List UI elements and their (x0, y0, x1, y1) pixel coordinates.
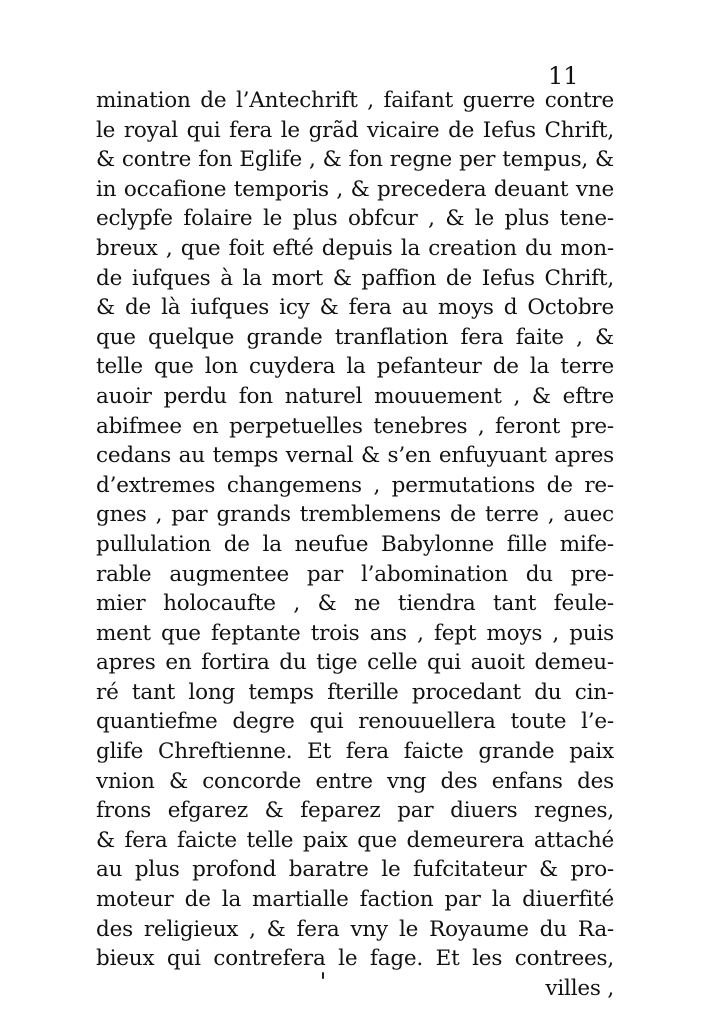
text-line: apres en fortira du tige celle qui auoit demeu- (96, 650, 614, 676)
text-line: in occafione temporis , & precedera deuant vne (96, 176, 614, 202)
text-line: breux , que foit efté depuis la creation du mon- (96, 235, 614, 261)
text-line: mination de l’Antechrift , faifant guerre contre (96, 88, 614, 113)
text-line: que quelque grande tranflation fera faite , & (96, 324, 614, 350)
body-text (96, 86, 614, 1003)
text-line: auoir perdu fon naturel mouuement , & eftre (96, 383, 614, 409)
text-line: bieux qui contrefera le fage. Et les contrees, (96, 946, 614, 972)
text-line: mier holocaufte , & ne tiendra tant feule- (96, 591, 614, 617)
text-line: le royal qui fera le grãd vicaire de Iefus Chrift, (96, 117, 614, 143)
text-line: pullulation de la neufue Babylonne fille mife- (96, 531, 614, 557)
text-line: & de là iufques icy & fera au moys d Octobre (96, 295, 614, 321)
text-line: rable augmentee par l’abomination du pre- (96, 561, 614, 587)
text-line: frons efgarez & feparez par diuers regnes, (96, 798, 614, 824)
text-line: abifmee en perpetuelles tenebres , feront pre- (96, 413, 614, 439)
text-line: eclypfe folaire le plus obfcur , & le plus tene- (96, 206, 614, 232)
text-line: & contre fon Eglife , & fon regne per tempus, & (96, 147, 614, 173)
text-line: ment que feptante trois ans , fept moys , puis (96, 620, 614, 646)
text-line: d’extremes changemens , permutations de re- (96, 472, 614, 498)
text-line: moteur de la martialle faction par la diuerfité (96, 887, 614, 913)
text-line: des religieux , & fera vny le Royaume du Ra- (96, 916, 614, 942)
ink-speck (322, 972, 324, 979)
text-line: glife Chreftienne. Et fera faicte grande paix (96, 739, 614, 765)
text-line: au plus profond baratre le fufcitateur & pro- (96, 857, 614, 883)
text-line: & fera faicte telle paix que demeurera attaché (96, 827, 614, 853)
text-line: cedans au temps vernal & s’en enfuyuant apres (96, 443, 614, 469)
page-number: 11 (548, 62, 579, 90)
catchword-line: villes , (545, 975, 614, 1001)
text-line: telle que lon cuydera la pefanteur de la terre (96, 354, 614, 380)
text-line: ré tant long temps fterille procedant du cin- (96, 679, 614, 705)
text-line: gnes , par grands tremblemens de terre , auec (96, 502, 614, 528)
text-line: de iufques à la mort & paffion de Iefus Chrift, (96, 265, 614, 291)
text-line: vnion & concorde entre vng des enfans des (96, 768, 614, 794)
text-line: quantiefme degre qui renouuellera toute l’e- (96, 709, 614, 735)
